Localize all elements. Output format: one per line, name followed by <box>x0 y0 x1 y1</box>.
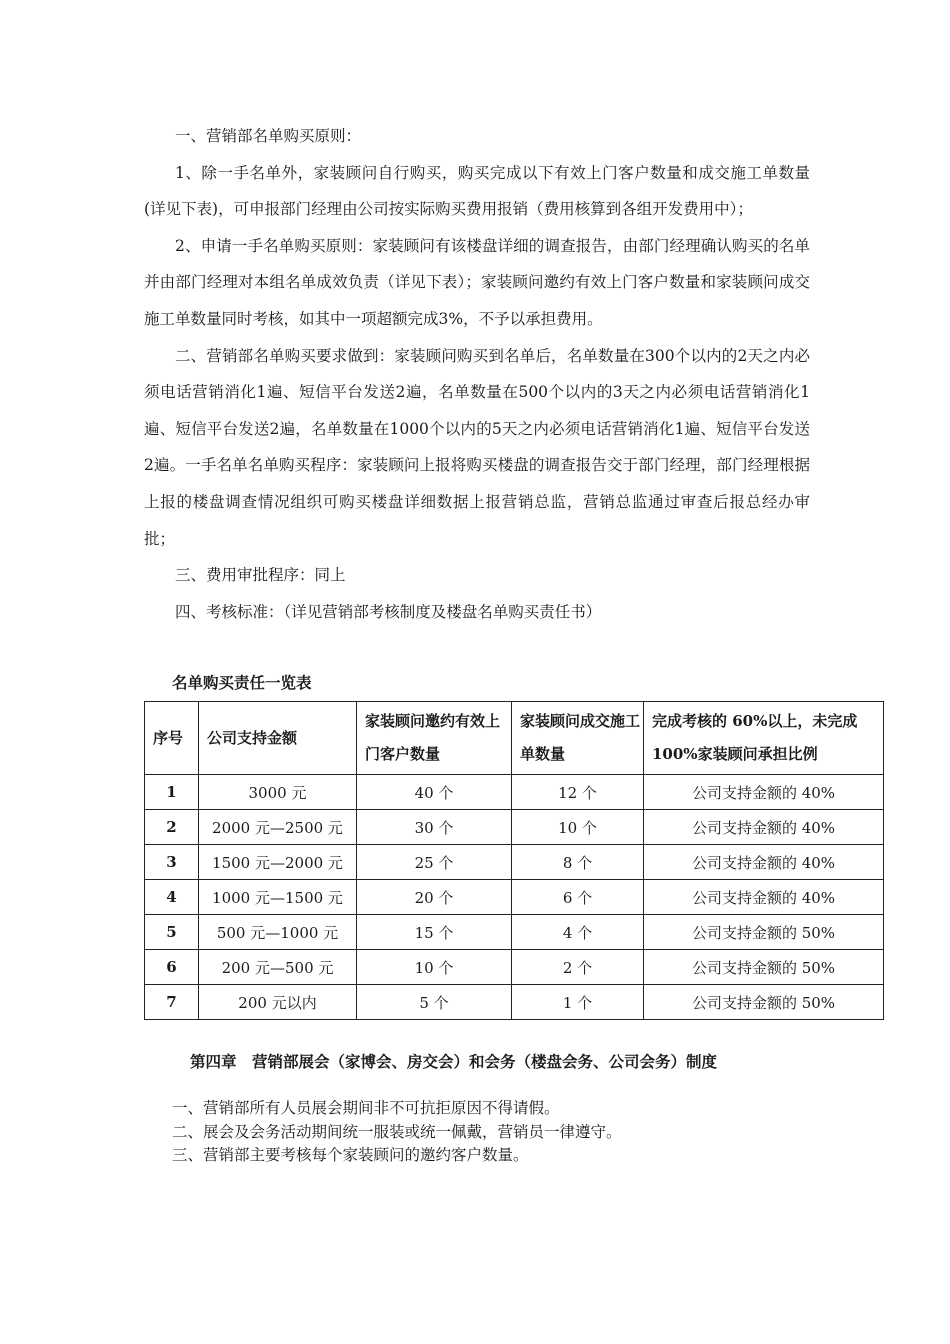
table-title: 名单购买责任一览表 <box>172 673 312 692</box>
cell-index: 6 <box>145 950 199 985</box>
header-support-amount: 公司支持金额 <box>199 702 357 775</box>
table-row <box>145 845 884 880</box>
table-row <box>145 950 884 985</box>
cell-ratio: 公司支持金额的 40% <box>644 775 884 810</box>
exhibition-rule-2: 二、展会及会务活动期间统一服装或统一佩戴，营销员一律遵守。 <box>172 1122 622 1141</box>
cell-amount: 200 元—500 元 <box>199 950 357 985</box>
cell-visits: 15 个 <box>357 915 512 950</box>
paragraph-assessment: 四、考核标准：（详见营销部考核制度及楼盘名单购买责任书） <box>175 602 602 621</box>
header-bear-ratio: 完成考核的 60%以上，未完成100%家装顾问承担比例 <box>644 702 884 775</box>
cell-orders: 8 个 <box>512 845 644 880</box>
cell-amount: 3000 元 <box>199 775 357 810</box>
table-row <box>145 915 884 950</box>
cell-index: 5 <box>145 915 199 950</box>
cell-orders: 6 个 <box>512 880 644 915</box>
exhibition-rule-3: 三、营销部主要考核每个家装顾问的邀约客户数量。 <box>172 1146 529 1164</box>
cell-index: 7 <box>145 985 199 1020</box>
table-row <box>145 775 884 810</box>
cell-ratio: 公司支持金额的 50% <box>644 950 884 985</box>
cell-visits: 40 个 <box>357 775 512 810</box>
cell-ratio: 公司支持金额的 50% <box>644 915 884 950</box>
cell-visits: 25 个 <box>357 845 512 880</box>
header-visit-customers: 家装顾问邀约有效上门客户数量 <box>357 702 512 775</box>
responsibility-table <box>144 701 884 1020</box>
cell-orders: 12 个 <box>512 775 644 810</box>
paragraph-requirements: 二、营销部名单购买要求做到：家装顾问购买到名单后，名单数量在300个以内的2天之内必须电话营销消化1遍、短信平台发送2遍，名单数量在500个以内的3天之内必须电话营销消化1遍、短信平台发送2遍，名单数量在1000个以内的5天之内必须电话营销消化1遍、短信平台发送2遍。一手名单名单购买程序：家装顾问上报将购买楼盘的调查报告交于部门经理，部门经理根据上报的楼盘调查情况组织可购买楼盘详细数据上报营销总监，营销总监通过审查后报总经办审批； <box>144 346 810 548</box>
table-row <box>145 985 884 1020</box>
table-row <box>145 880 884 915</box>
cell-amount: 1000 元—1500 元 <box>199 880 357 915</box>
chapter-4-heading: 第四章 营销部展会（家博会、房交会）和会务（楼盘会务、公司会务）制度 <box>190 1052 718 1071</box>
table-row <box>145 810 884 845</box>
table-header-row <box>145 702 884 775</box>
cell-visits: 20 个 <box>357 880 512 915</box>
cell-index: 1 <box>145 775 199 810</box>
cell-index: 2 <box>145 810 199 845</box>
section-heading-1: 一、营销部名单购买原则： <box>175 127 362 145</box>
cell-index: 3 <box>145 845 199 880</box>
header-orders: 家装顾问成交施工单数量 <box>512 702 644 775</box>
paragraph-rule-2: 2、申请一手名单购买原则：家装顾问有该楼盘详细的调查报告，由部门经理确认购买的名单并由部门经理对本组名单成效负责（详见下表）；家装顾问邀约有效上门客户数量和家装顾问成交施工单数量同时考核，如其中一项超额完成3%，不予以承担费用。 <box>144 236 810 328</box>
cell-index: 4 <box>145 880 199 915</box>
paragraph-approval: 三、费用审批程序：同上 <box>175 566 346 585</box>
header-index: 序号 <box>145 702 199 775</box>
cell-visits: 5 个 <box>357 985 512 1020</box>
cell-ratio: 公司支持金额的 40% <box>644 810 884 845</box>
cell-amount: 2000 元—2500 元 <box>199 810 357 845</box>
paragraph-rule-1: 1、除一手名单外，家装顾问自行购买，购买完成以下有效上门客户数量和成交施工单数量(详见下表)，可申报部门经理由公司按实际购买费用报销（费用核算到各组开发费用中）； <box>144 163 810 219</box>
cell-visits: 10 个 <box>357 950 512 985</box>
cell-ratio: 公司支持金额的 40% <box>644 880 884 915</box>
cell-orders: 4 个 <box>512 915 644 950</box>
cell-ratio: 公司支持金额的 50% <box>644 985 884 1020</box>
purchase-principles-section <box>144 118 810 630</box>
cell-amount: 500 元—1000 元 <box>199 915 357 950</box>
cell-amount: 1500 元—2000 元 <box>199 845 357 880</box>
cell-visits: 30 个 <box>357 810 512 845</box>
exhibition-rule-1: 一、营销部所有人员展会期间非不可抗拒原因不得请假。 <box>172 1099 560 1117</box>
exhibition-rules-section <box>172 1097 622 1168</box>
cell-ratio: 公司支持金额的 40% <box>644 845 884 880</box>
cell-orders: 2 个 <box>512 950 644 985</box>
cell-orders: 1 个 <box>512 985 644 1020</box>
cell-orders: 10 个 <box>512 810 644 845</box>
cell-amount: 200 元以内 <box>199 985 357 1020</box>
